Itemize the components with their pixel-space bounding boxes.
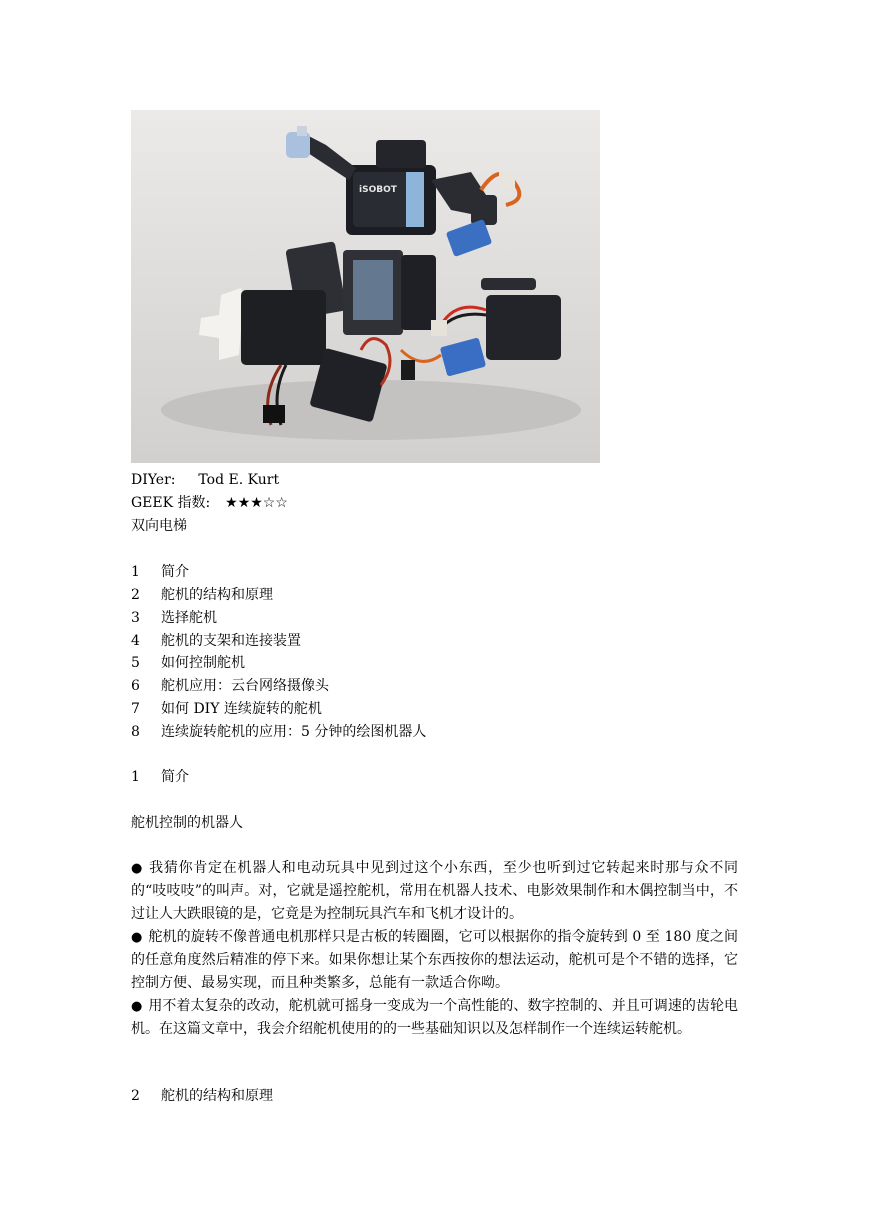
isobot-logo: iSOBOT	[359, 185, 397, 195]
subtitle: 双向电梯	[131, 518, 187, 534]
toc-title: 舵机的结构和原理	[161, 587, 273, 603]
section-heading	[131, 1085, 273, 1107]
section-title: 舵机的结构和原理	[161, 1088, 273, 1104]
toc-num: 6	[131, 678, 140, 694]
toc-num: 5	[131, 655, 140, 671]
diyer-line	[131, 469, 279, 491]
geek-rating: ★★★☆☆	[225, 495, 288, 511]
toc-num: 8	[131, 724, 140, 740]
section-num: 2	[131, 1088, 140, 1104]
toc-item	[131, 675, 329, 697]
paragraph	[131, 857, 738, 926]
diyer-name: Tod E. Kurt	[198, 472, 280, 488]
paragraph-text: 用不着太复杂的改动，舵机就可摇身一变成为一个高性能的、数字控制的、并且可调速的齿轮电机。在这篇文章中，我会介绍舵机使用的的一些基础知识以及怎样制作一个连续运转舵机。	[131, 998, 739, 1037]
section-num: 1	[131, 769, 140, 785]
photo-caption: 舵机控制的机器人	[131, 815, 243, 831]
section-heading	[131, 766, 189, 788]
toc-num: 4	[131, 633, 140, 649]
toc-item	[131, 698, 322, 720]
toc-title: 连续旋转舵机的应用：5 分钟的绘图机器人	[161, 724, 427, 740]
body-text	[131, 857, 738, 1041]
paragraph	[131, 995, 738, 1041]
bullet-icon: ●	[131, 861, 144, 876]
paragraph	[131, 926, 738, 995]
toc-num: 2	[131, 587, 140, 603]
toc-title: 选择舵机	[161, 610, 217, 626]
bullet-icon: ●	[131, 999, 143, 1014]
toc-title: 如何 DIY 连续旋转的舵机	[161, 701, 322, 717]
diyer-label: DIYer:	[131, 472, 176, 488]
section-title: 简介	[161, 769, 189, 785]
toc-title: 舵机应用：云台网络摄像头	[161, 678, 329, 694]
paragraph-text: 舵机的旋转不像普通电机那样只是古板的转圈圈，它可以根据你的指令旋转到 0 至 180 度之间的任意角度然后精准的停下来。如果你想让某个东西按你的想法运动，舵机可是个不错的选择，它控制方便、最易实现，而且种类繁多，总能有一款适合你呦。	[131, 929, 738, 991]
toc-item	[131, 561, 189, 583]
paragraph-text: 我猜你肯定在机器人和电动玩具中见到过这个小东西，至少也听到过它转起来时那与众不同的“吱吱吱”的叫声。对，它就是遥控舵机，常用在机器人技术、电影效果制作和木偶控制当中，不过让人大跌眼镜的是，它竟是为控制玩具汽车和飞机才设计的。	[131, 860, 739, 922]
toc-title: 舵机的支架和连接装置	[161, 633, 301, 649]
robot-servo-photo	[131, 110, 600, 463]
geek-label: GEEK 指数:	[131, 495, 211, 511]
bullet-icon: ●	[131, 930, 143, 945]
toc-title: 简介	[161, 564, 189, 580]
toc-item	[131, 630, 301, 652]
toc-num: 1	[131, 564, 140, 580]
toc-num: 3	[131, 610, 140, 626]
geek-line	[131, 492, 288, 514]
toc-item	[131, 721, 426, 743]
toc-item	[131, 607, 217, 629]
toc-item	[131, 652, 245, 674]
toc-item	[131, 584, 273, 606]
toc-num: 7	[131, 701, 140, 717]
toc-title: 如何控制舵机	[161, 655, 245, 671]
